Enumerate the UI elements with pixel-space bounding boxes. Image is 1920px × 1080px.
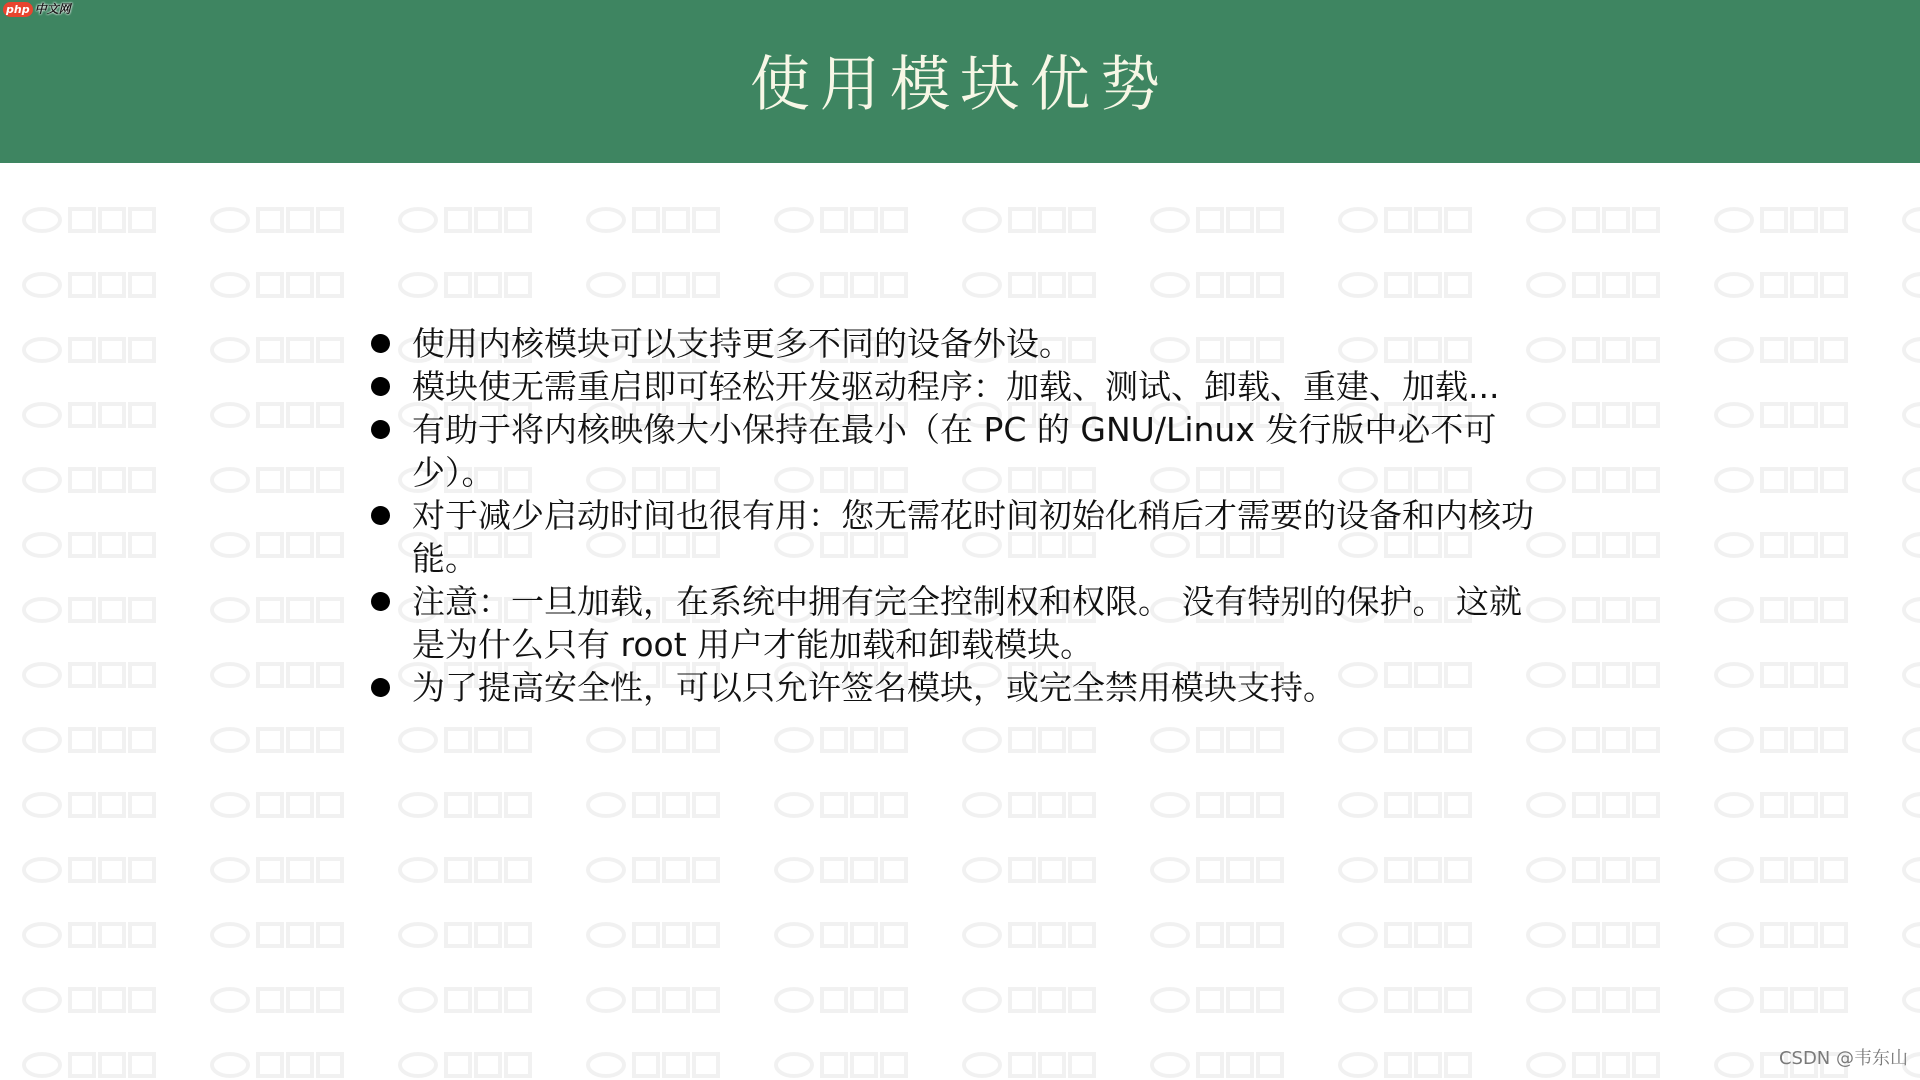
watermark-tile-icon (1714, 725, 1854, 755)
watermark-tile-icon (774, 920, 914, 950)
watermark-tile-icon (1714, 855, 1854, 885)
watermark-tile-icon (22, 400, 162, 430)
watermark-tile-icon (210, 335, 350, 365)
watermark-tile-icon (1150, 1050, 1290, 1080)
bullet-item (368, 580, 1548, 666)
watermark-tile-icon (1150, 855, 1290, 885)
watermark-tile-icon (962, 1050, 1102, 1080)
watermark-tile-icon (1902, 725, 1920, 755)
watermark-tile-icon (398, 790, 538, 820)
watermark-tile-icon (1902, 660, 1920, 690)
watermark-tile-icon (962, 790, 1102, 820)
watermark-tile-icon (1150, 205, 1290, 235)
watermark-tile-icon (1902, 205, 1920, 235)
watermark-tile-icon (1526, 270, 1666, 300)
watermark-tile-icon (962, 725, 1102, 755)
footer-credit: CSDN @韦东山 (1778, 1048, 1908, 1069)
watermark-tile-icon (1902, 985, 1920, 1015)
watermark-tile-icon (586, 1050, 726, 1080)
watermark-tile-icon (962, 855, 1102, 885)
watermark-tile-icon (1714, 985, 1854, 1015)
watermark-tile-icon (210, 790, 350, 820)
watermark-tile-icon (1902, 595, 1920, 625)
bullet-item (368, 365, 1548, 408)
watermark-tile-icon (1150, 790, 1290, 820)
watermark-tile-icon (1526, 205, 1666, 235)
watermark-tile-icon (398, 985, 538, 1015)
bullet-text: 使用内核模块可以支持更多不同的设备外设。 (412, 324, 1072, 363)
bullet-item (368, 322, 1548, 365)
watermark-tile-icon (1902, 530, 1920, 560)
watermark-tile-icon (22, 1050, 162, 1080)
watermark-tile-icon (22, 530, 162, 560)
bullet-dot-icon (371, 592, 390, 611)
watermark-tile-icon (1902, 335, 1920, 365)
watermark-tile-icon (22, 270, 162, 300)
watermark-tile-icon (774, 855, 914, 885)
watermark-tile-icon (586, 985, 726, 1015)
logo-cn-text: 中文网 (34, 2, 71, 16)
watermark-tile-icon (1526, 1050, 1666, 1080)
bullet-dot-icon (371, 377, 390, 396)
watermark-tile-icon (1338, 1050, 1478, 1080)
watermark-tile-icon (22, 725, 162, 755)
watermark-tile-icon (1902, 790, 1920, 820)
watermark-tile-icon (1526, 985, 1666, 1015)
watermark-tile-icon (398, 855, 538, 885)
watermark-tile-icon (22, 205, 162, 235)
watermark-tile-icon (398, 920, 538, 950)
watermark-tile-icon (398, 270, 538, 300)
watermark-tile-icon (1714, 790, 1854, 820)
watermark-tile-icon (774, 270, 914, 300)
watermark-tile-icon (1150, 270, 1290, 300)
watermark-tile-icon (1714, 660, 1854, 690)
watermark-tile-icon (962, 985, 1102, 1015)
bullet-dot-icon (371, 420, 390, 439)
watermark-tile-icon (210, 855, 350, 885)
watermark-tile-icon (1902, 920, 1920, 950)
watermark-tile-icon (210, 595, 350, 625)
watermark-tile-icon (774, 725, 914, 755)
watermark-tile-icon (398, 1050, 538, 1080)
watermark-tile-icon (1150, 985, 1290, 1015)
watermark-tile-icon (774, 790, 914, 820)
watermark-tile-icon (586, 855, 726, 885)
watermark-tile-icon (1714, 270, 1854, 300)
watermark-tile-icon (774, 205, 914, 235)
watermark-tile-icon (774, 985, 914, 1015)
watermark-tile-icon (1714, 205, 1854, 235)
watermark-tile-icon (586, 790, 726, 820)
watermark-tile-icon (22, 465, 162, 495)
watermark-tile-icon (210, 465, 350, 495)
bullet-text: 注意：一旦加载，在系统中拥有完全控制权和权限。 没有特别的保护。 这就是为什么只有 root 用户才能加载和卸载模块。 (412, 582, 1522, 664)
bullet-text: 有助于将内核映像大小保持在最小（在 PC 的 GNU/Linux 发行版中必不可少）。 (412, 410, 1497, 492)
watermark-tile-icon (210, 985, 350, 1015)
bullet-item (368, 494, 1548, 580)
watermark-tile-icon (1150, 920, 1290, 950)
watermark-tile-icon (22, 335, 162, 365)
watermark-tile-icon (586, 205, 726, 235)
slide-header (0, 0, 1920, 163)
watermark-tile-icon (1714, 335, 1854, 365)
watermark-tile-icon (1338, 920, 1478, 950)
watermark-tile-icon (1338, 985, 1478, 1015)
watermark-tile-icon (1902, 465, 1920, 495)
watermark-tile-icon (1338, 725, 1478, 755)
watermark-tile-icon (22, 855, 162, 885)
watermark-tile-icon (774, 1050, 914, 1080)
watermark-tile-icon (1338, 205, 1478, 235)
site-logo[interactable] (3, 1, 71, 18)
watermark-tile-icon (210, 400, 350, 430)
watermark-tile-icon (210, 920, 350, 950)
watermark-tile-icon (1338, 855, 1478, 885)
watermark-tile-icon (210, 1050, 350, 1080)
watermark-tile-icon (1902, 400, 1920, 430)
watermark-tile-icon (1714, 920, 1854, 950)
watermark-tile-icon (22, 920, 162, 950)
bullet-text: 为了提高安全性，可以只允许签名模块，或完全禁用模块支持。 (412, 668, 1336, 707)
watermark-tile-icon (22, 790, 162, 820)
watermark-tile-icon (1338, 270, 1478, 300)
watermark-tile-icon (1714, 465, 1854, 495)
watermark-tile-icon (22, 595, 162, 625)
bullet-item (368, 408, 1548, 494)
watermark-tile-icon (962, 270, 1102, 300)
bullet-item (368, 666, 1548, 709)
watermark-tile-icon (398, 725, 538, 755)
logo-php-badge: php (3, 2, 33, 17)
watermark-tile-icon (586, 725, 726, 755)
watermark-tile-icon (398, 205, 538, 235)
watermark-tile-icon (1902, 855, 1920, 885)
watermark-tile-icon (210, 270, 350, 300)
watermark-tile-icon (1902, 270, 1920, 300)
watermark-tile-icon (1714, 530, 1854, 560)
watermark-tile-icon (586, 270, 726, 300)
watermark-tile-icon (1526, 725, 1666, 755)
bullet-dot-icon (371, 506, 390, 525)
watermark-tile-icon (1526, 920, 1666, 950)
watermark-tile-icon (1714, 595, 1854, 625)
watermark-tile-icon (22, 985, 162, 1015)
watermark-tile-icon (1526, 855, 1666, 885)
watermark-tile-icon (210, 660, 350, 690)
watermark-tile-icon (962, 920, 1102, 950)
bullet-list (368, 322, 1548, 709)
watermark-tile-icon (22, 660, 162, 690)
watermark-tile-icon (962, 205, 1102, 235)
watermark-tile-icon (1150, 725, 1290, 755)
watermark-tile-icon (210, 205, 350, 235)
watermark-tile-icon (586, 920, 726, 950)
watermark-tile-icon (210, 725, 350, 755)
bullet-dot-icon (371, 334, 390, 353)
bullet-text: 对于减少启动时间也很有用：您无需花时间初始化稍后才需要的设备和内核功能。 (412, 496, 1534, 578)
watermark-tile-icon (1526, 790, 1666, 820)
watermark-tile-icon (1714, 400, 1854, 430)
watermark-tile-icon (210, 530, 350, 560)
slide-title: 使用模块优势 (750, 50, 1170, 120)
bullet-text: 模块使无需重启即可轻松开发驱动程序：加载、测试、卸载、重建、加载... (412, 367, 1500, 406)
watermark-tile-icon (1338, 790, 1478, 820)
bullet-dot-icon (371, 678, 390, 697)
